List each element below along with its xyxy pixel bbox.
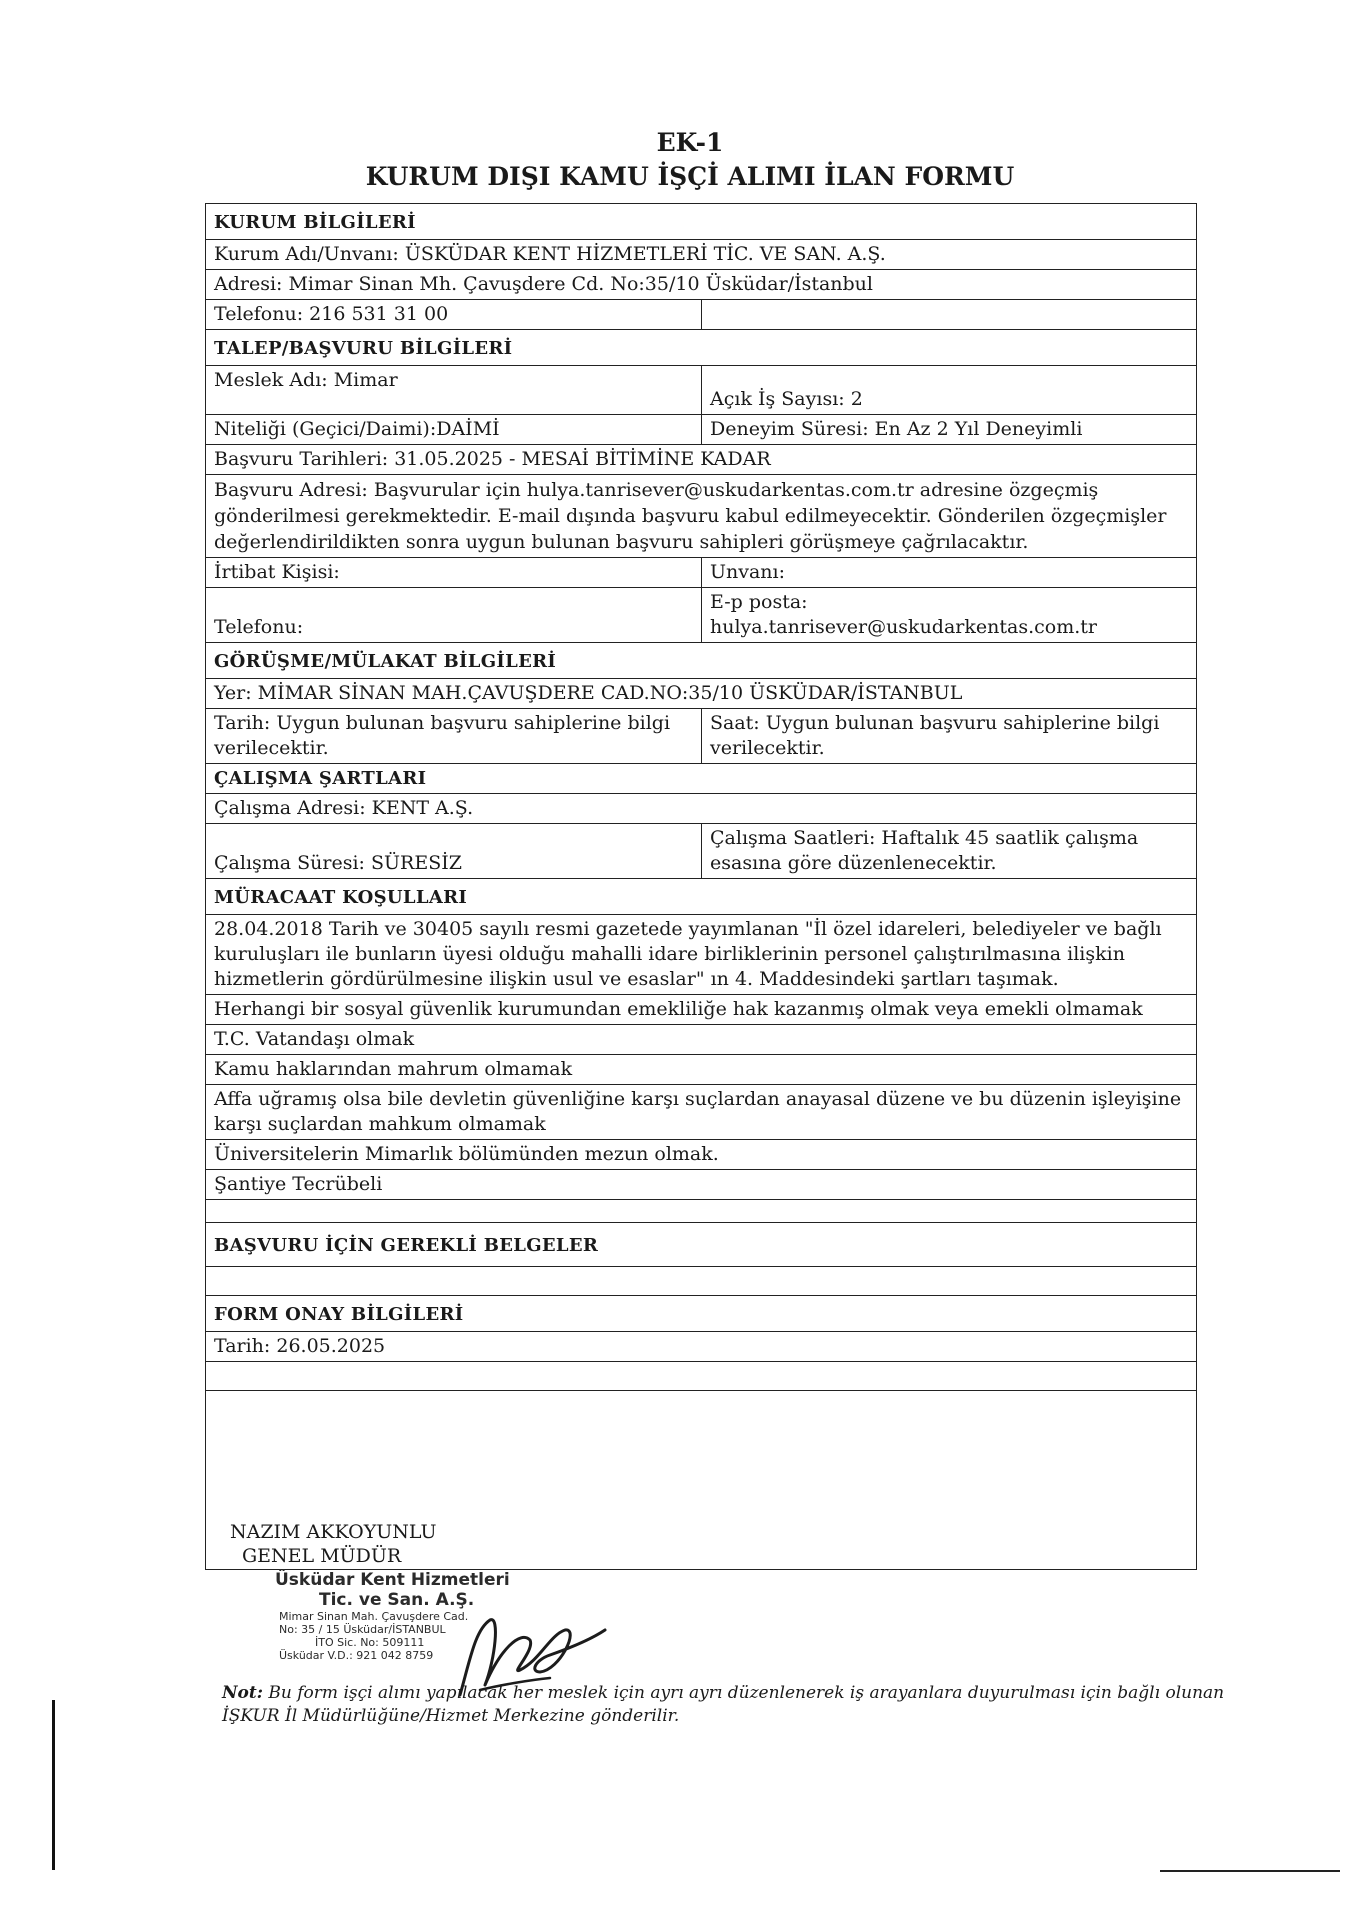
calisma-suresi: Çalışma Süresi: SÜRESİZ — [214, 852, 462, 874]
eposta-address: hulya.tanrisever@uskudarkentas.com.tr — [710, 616, 1097, 638]
kurum-name: Kurum Adı/Unvanı: ÜSKÜDAR KENT HİZMETLERİ TİC. VE SAN. A.Ş. — [214, 243, 886, 265]
signatory-title: GENEL MÜDÜR — [242, 1545, 402, 1567]
condition-row — [206, 1025, 1196, 1055]
empty-cell — [701, 300, 1196, 329]
condition-item: Şantiye Tecrübeli — [214, 1173, 383, 1195]
stamp-address: Mimar Sinan Mah. Çavuşdere Cad. — [279, 1610, 469, 1623]
eposta-label: E-p posta: — [710, 591, 808, 613]
gorusme-tarih-saat-row — [206, 709, 1196, 764]
kurum-name-row — [206, 240, 1196, 270]
contact-row — [206, 588, 1196, 643]
gorusme-yer-row — [206, 679, 1196, 709]
irtibat-kisisi: İrtibat Kişisi: — [214, 561, 340, 583]
calisma-suresi-cell — [206, 824, 701, 878]
section-talep-row — [206, 330, 1196, 366]
nitelik-row — [206, 415, 1196, 445]
application-form-table — [205, 203, 1197, 1570]
nitelik: Niteliği (Geçici/Daimi):DAİMİ — [214, 418, 500, 440]
annex-label: EK-1 — [656, 128, 724, 157]
telefonu: Telefonu: — [214, 616, 304, 638]
stamp-address-no: No: 35 / 15 Üsküdar/İSTANBUL — [279, 1623, 446, 1636]
irtibat-row — [206, 558, 1196, 588]
stamp-company-type: Tic. ve San. A.Ş. — [319, 1590, 475, 1610]
signatory-name: NAZIM AKKOYUNLU — [230, 1521, 437, 1543]
condition-row — [206, 1085, 1196, 1140]
calisma-saatleri: Çalışma Saatleri: Haftalık 45 saatlik çalışma esasına göre düzenlenecektir. — [701, 824, 1196, 878]
telefonu-cell — [206, 588, 701, 642]
section-belgeler-heading: BAŞVURU İÇİN GEREKLİ BELGELER — [214, 1235, 599, 1256]
section-belgeler-row — [206, 1223, 1196, 1267]
acik-is-cell — [701, 366, 1196, 414]
section-kurum-row — [206, 204, 1196, 240]
section-calisma-row — [206, 764, 1196, 794]
meslek-row — [206, 366, 1196, 415]
condition-item: T.C. Vatandaşı olmak — [214, 1028, 415, 1050]
stamp-tax-office: Üsküdar V.D.: 921 042 8759 — [279, 1649, 434, 1662]
section-calisma-heading: ÇALIŞMA ŞARTLARI — [214, 768, 427, 789]
condition-row — [206, 995, 1196, 1025]
condition-item: 28.04.2018 Tarih ve 30405 sayılı resmi gazetede yayımlanan "İl özel idareleri, belediyeler ve bağlı kuruluşları ile bunların üyesi olduğu mahalli idare birliklerinin personel çalıştırılmasına ilişkin hizmetlerin gördürülmesine ilişkin usul ve esaslar" ın 4. Maddesindeki şartları taşımak. — [214, 918, 1162, 990]
onay-tarih-row — [206, 1332, 1196, 1362]
note-text: Bu form işçi alımı yapılacak her meslek için ayrı ayrı düzenlenerek iş arayanlara duyurulması için bağlı olunan İŞKUR İl Müdürlüğüne/Hizmet Merkezine gönderilir. — [222, 1683, 1225, 1726]
spacer-row — [206, 1267, 1196, 1296]
condition-row — [206, 915, 1196, 995]
condition-row — [206, 1170, 1196, 1200]
kurum-phone-row — [206, 300, 1196, 330]
gorusme-tarih: Tarih: Uygun bulunan başvuru sahiplerine bilgi verilecektir. — [214, 712, 671, 759]
gorusme-saat: Saat: Uygun bulunan başvuru sahiplerine bilgi verilecektir. — [701, 709, 1196, 763]
basvuru-tarih-row — [206, 445, 1196, 475]
onay-tarih: Tarih: 26.05.2025 — [214, 1335, 386, 1357]
section-kurum-heading: KURUM BİLGİLERİ — [214, 212, 416, 233]
condition-row — [206, 1055, 1196, 1085]
eposta-cell — [701, 588, 1196, 642]
section-gorusme-heading: GÖRÜŞME/MÜLAKAT BİLGİLERİ — [214, 651, 557, 672]
form-title: KURUM DIŞI KAMU İŞÇİ ALIMI İLAN FORMU — [365, 162, 1015, 191]
section-muracaat-row — [206, 879, 1196, 915]
calisma-adres-row — [206, 794, 1196, 824]
deneyim-suresi: Deneyim Süresi: En Az 2 Yıl Deneyimli — [701, 415, 1196, 444]
unvani: Unvanı: — [701, 558, 1196, 587]
signatory-block — [230, 1520, 437, 1568]
scan-margin-mark — [52, 1700, 55, 1870]
basvuru-tarihleri: Başvuru Tarihleri: 31.05.2025 - MESAİ BİTİMİNE KADAR — [214, 448, 771, 470]
condition-item: Kamu haklarından mahrum olmamak — [214, 1058, 573, 1080]
kurum-address-row — [206, 270, 1196, 300]
spacer-row — [206, 1200, 1196, 1223]
spacer-row — [206, 1362, 1196, 1391]
kurum-phone: Telefonu: 216 531 31 00 — [214, 303, 449, 325]
basvuru-adresi: Başvuru Adresi: Başvurular için hulya.tanrisever@uskudarkentas.com.tr adresine özgeçmiş gönderilmesi gerekmektedir. E-mail dışında başvuru kabul edilmeyecektir. Gönderilen özgeçmişler değerlendirildikten sonra uygun bulunan başvuru sahipleri görüşmeye çağrılacaktır. — [214, 479, 1167, 553]
section-onay-heading: FORM ONAY BİLGİLERİ — [214, 1304, 464, 1325]
condition-item: Herhangi bir sosyal güvenlik kurumundan emekliliğe hak kazanmış olmak veya emekli olmamak — [214, 998, 1143, 1020]
section-talep-heading: TALEP/BAŞVURU BİLGİLERİ — [214, 338, 513, 359]
basvuru-adres-row — [206, 475, 1196, 558]
calisma-sure-row — [206, 824, 1196, 879]
condition-item: Üniversitelerin Mimarlık bölümünden mezun olmak. — [214, 1143, 719, 1165]
footer-note — [222, 1682, 1232, 1728]
calisma-adresi: Çalışma Adresi: KENT A.Ş. — [214, 797, 474, 819]
bottom-rule — [1160, 1870, 1340, 1872]
empty-cell — [206, 1200, 1196, 1222]
note-label: Not: — [222, 1683, 264, 1703]
section-gorusme-row — [206, 643, 1196, 679]
section-onay-row — [206, 1296, 1196, 1332]
section-muracaat-heading: MÜRACAAT KOŞULLARI — [214, 887, 468, 908]
empty-cell — [206, 1362, 1196, 1390]
kurum-address: Adresi: Mimar Sinan Mh. Çavuşdere Cd. No:35/10 Üsküdar/İstanbul — [214, 273, 873, 295]
gorusme-yer: Yer: MİMAR SİNAN MAH.ÇAVUŞDERE CAD.NO:35/10 ÜSKÜDAR/İSTANBUL — [214, 682, 963, 704]
empty-cell — [206, 1267, 1196, 1295]
stamp-ito-no: İTO Sic. No: 509111 — [315, 1636, 425, 1649]
meslek-adi: Meslek Adı: Mimar — [214, 369, 398, 391]
stamp-company-name: Üsküdar Kent Hizmetleri — [275, 1570, 510, 1590]
condition-item: Affa uğramış olsa bile devletin güvenliğine karşı suçlardan anayasal düzene ve bu düzenin işleyişine karşı suçlardan mahkum olmamak — [214, 1088, 1182, 1135]
condition-row — [206, 1140, 1196, 1170]
acik-is-sayisi: Açık İş Sayısı: 2 — [710, 388, 863, 410]
